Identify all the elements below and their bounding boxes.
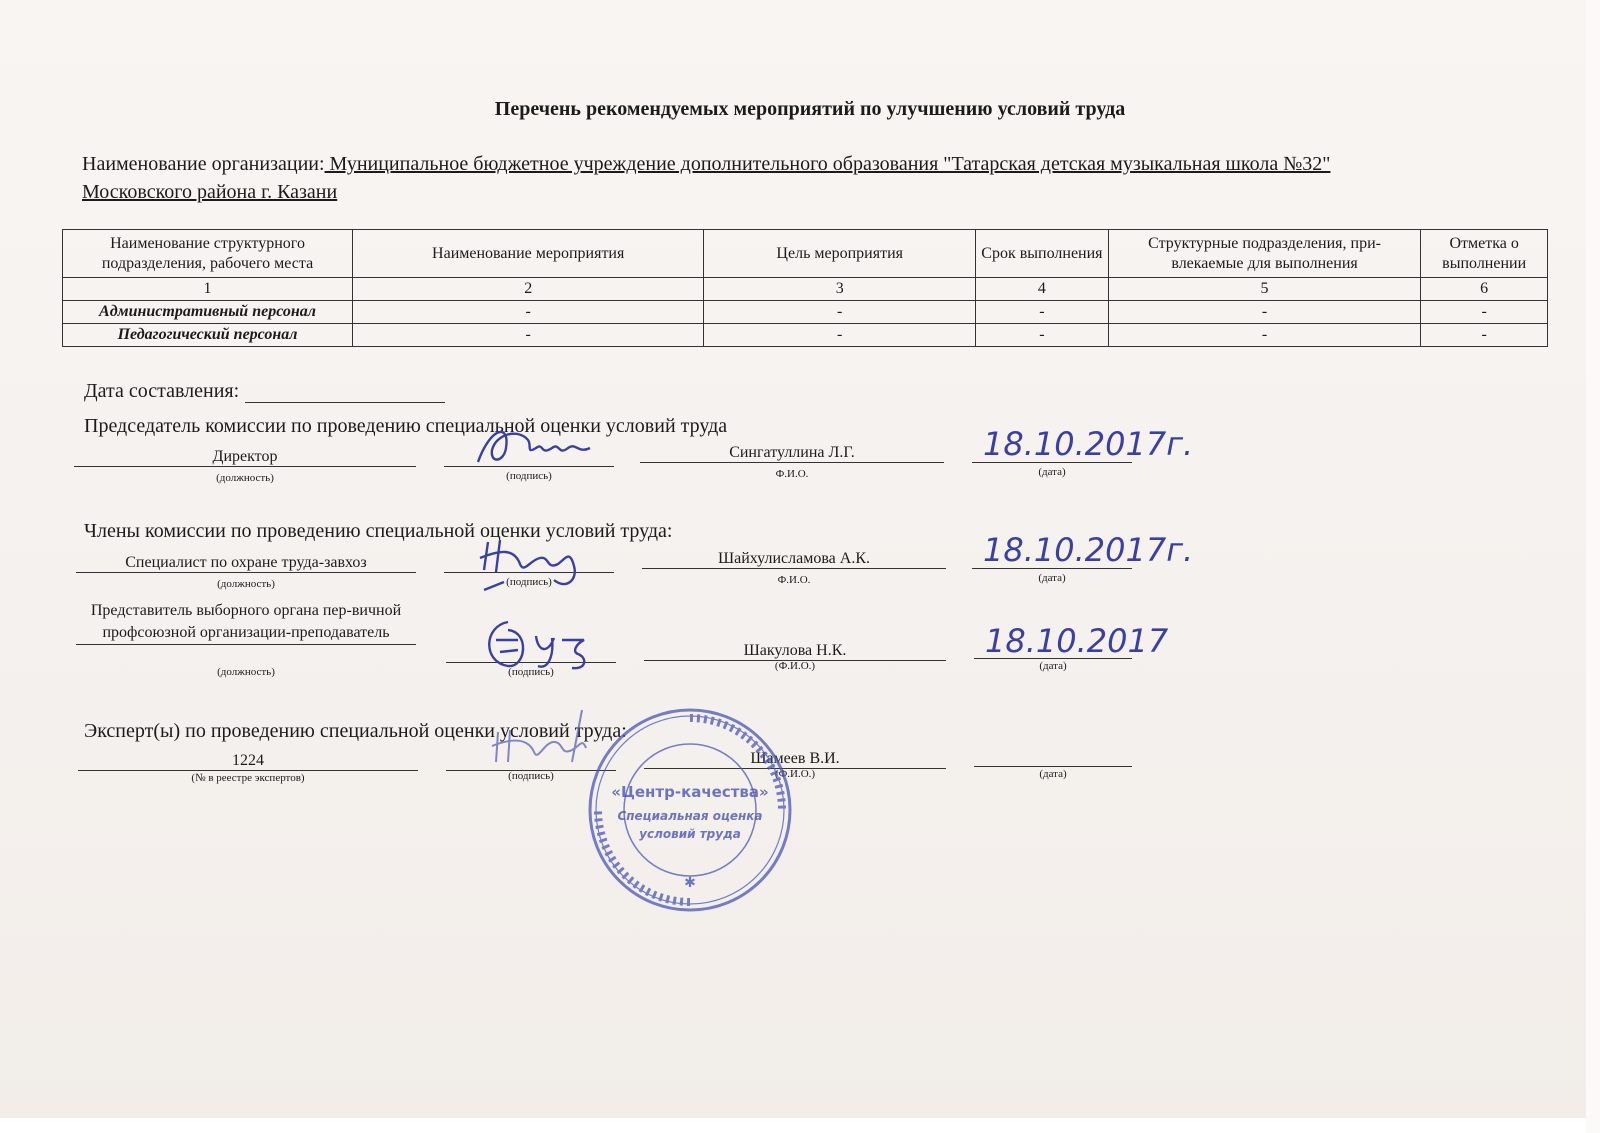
- members-heading: Члены комиссии по проведению специальной оценки условий труда:: [84, 520, 673, 542]
- member1-position-caption: (должность): [217, 578, 275, 590]
- row-name-cell: Педагогический персонал: [63, 324, 353, 347]
- header-cell: Наименование мероприятия: [353, 230, 704, 278]
- chair-name-caption: Ф.И.О.: [775, 468, 809, 480]
- table-header-row: [63, 230, 1548, 278]
- member2-date-handwritten: 18.10.2017: [985, 622, 1169, 660]
- number-cell: 1: [63, 278, 353, 301]
- chair-position-caption: (должность): [216, 472, 274, 484]
- document-title: Перечень рекомендуемых мероприятий по улучшению условий труда: [494, 98, 1126, 120]
- table-number-row: [63, 278, 1548, 301]
- date-label: Дата составления:: [84, 380, 240, 402]
- organization-stamp-icon: [585, 705, 795, 915]
- expert-signature-caption: (подпись): [508, 770, 554, 782]
- member2-signature-caption: (подпись): [508, 666, 554, 678]
- member1-position: Специалист по охране труда-завхоз: [76, 554, 416, 573]
- row-name-cell: Административный персонал: [63, 301, 353, 324]
- header-cell: Структурные подразделения, при-влекаемые для выполнения: [1108, 230, 1421, 278]
- organization-name-line1: Муниципальное бюджетное учреждение дополнительного образования "Татарская детская музыкальная школа №32": [324, 153, 1331, 175]
- chair-name: Сингатуллина Л.Г.: [640, 444, 944, 463]
- member1-name: Шайхулисламова А.К.: [642, 550, 946, 569]
- member2-position: Представитель выборного органа пер-вичной профсоюзной организации-преподаватель: [76, 600, 416, 645]
- chair-signature-caption: (подпись): [506, 470, 552, 482]
- header-cell: Срок выполнения: [976, 230, 1109, 278]
- measures-table: [62, 229, 1548, 347]
- table-cell: -: [1421, 301, 1548, 324]
- expert-registry-number: 1224: [78, 752, 418, 771]
- chair-date-handwritten: 18.10.2017г.: [983, 425, 1194, 463]
- table-row: [63, 324, 1548, 347]
- member1-signature-icon: [470, 530, 600, 600]
- member2-position-caption: (должность): [217, 666, 275, 678]
- stamp-center-line1: «Центр-качества»: [611, 783, 769, 801]
- header-cell: Наименование структурного подразделения, рабочего места: [63, 230, 353, 278]
- member2-date-caption: (дата): [1039, 660, 1067, 672]
- table-row: [63, 301, 1548, 324]
- header-cell: Цель мероприятия: [704, 230, 976, 278]
- stamp-center-line3: условий труда: [639, 827, 741, 841]
- expert-name-caption: (Ф.И.О.): [774, 768, 816, 780]
- number-cell: 2: [353, 278, 704, 301]
- chair-signature-icon: [470, 418, 600, 468]
- number-cell: 4: [976, 278, 1109, 301]
- expert-date-line: [974, 748, 1132, 767]
- organization-block: [82, 150, 1542, 206]
- number-cell: 5: [1108, 278, 1421, 301]
- number-cell: 6: [1421, 278, 1548, 301]
- organization-name-line2: Московского района г. Казани: [82, 181, 338, 203]
- experts-heading: Эксперт(ы) по проведению специальной оценки условий труда:: [84, 720, 627, 742]
- member1-date-caption: (дата): [1038, 572, 1066, 584]
- member1-signature-caption: (подпись): [506, 576, 552, 588]
- table-cell: -: [353, 324, 704, 347]
- chair-date-caption: (дата): [1038, 466, 1066, 478]
- header-cell: Отметка о выполнении: [1421, 230, 1548, 278]
- table-cell: -: [1108, 324, 1421, 347]
- member2-name: Шакулова Н.К.: [644, 642, 946, 661]
- member2-name-caption: (Ф.И.О.): [774, 660, 816, 672]
- member2-signature-icon: [478, 612, 608, 676]
- table-cell: -: [353, 301, 704, 324]
- stamp-star-icon: ✱: [684, 875, 696, 891]
- table-cell: -: [704, 301, 976, 324]
- table-cell: -: [704, 324, 976, 347]
- chair-position: Директор: [74, 448, 416, 467]
- date-blank-line: [245, 382, 445, 403]
- expert-name: Шамеев В.И.: [644, 750, 946, 769]
- compilation-date: [84, 380, 445, 403]
- chair-heading: Председатель комиссии по проведению специальной оценки условий труда: [84, 415, 728, 437]
- scan-edge-right: [1586, 0, 1600, 1133]
- organization-label: Наименование организации:: [82, 153, 325, 175]
- stamp-center-line2: Специальная оценка: [617, 809, 763, 823]
- expert-registry-caption: (№ в реестре экспертов): [191, 772, 305, 784]
- number-cell: 3: [704, 278, 976, 301]
- table-cell: -: [1421, 324, 1548, 347]
- table-cell: -: [1108, 301, 1421, 324]
- scan-edge-bottom: [0, 1118, 1600, 1133]
- expert-date-caption: (дата): [1039, 768, 1067, 780]
- table-cell: -: [976, 301, 1109, 324]
- table-cell: -: [976, 324, 1109, 347]
- member1-date-handwritten: 18.10.2017г.: [983, 531, 1194, 569]
- member1-name-caption: Ф.И.О.: [777, 574, 811, 586]
